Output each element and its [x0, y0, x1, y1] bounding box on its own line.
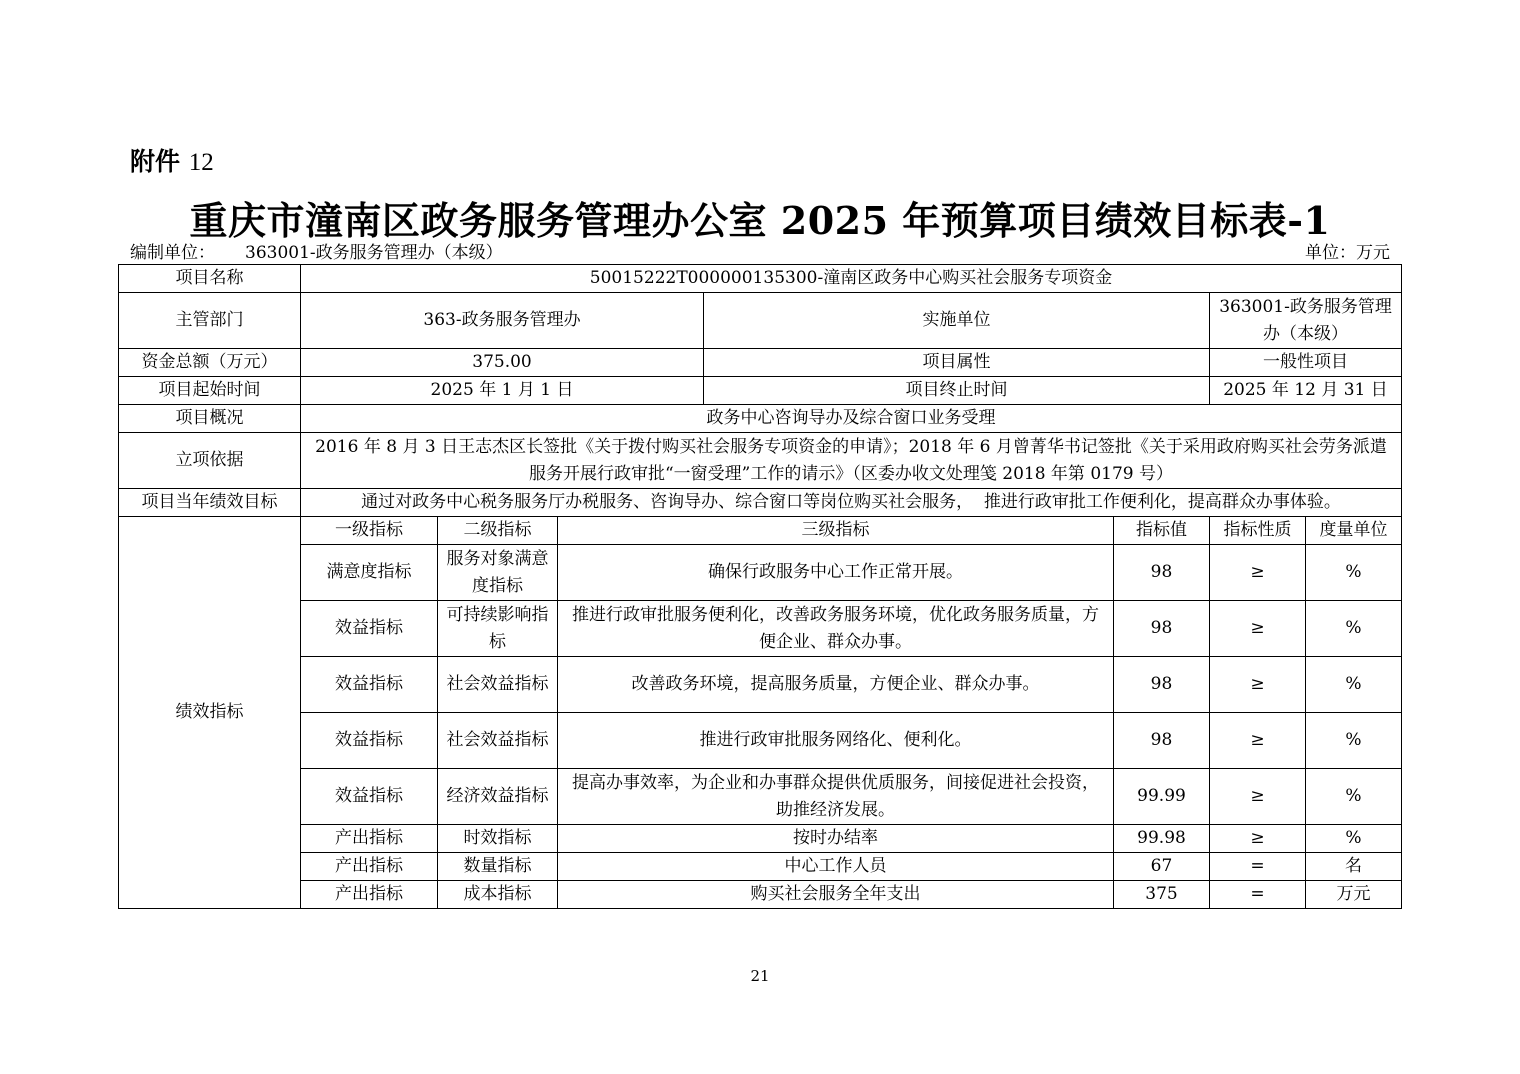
value-cell: 99.98 — [1114, 825, 1210, 853]
level1-cell: 效益指标 — [301, 713, 438, 769]
currency-unit: 单位：万元 — [1305, 243, 1390, 263]
table-row — [119, 713, 1402, 769]
attachment-label: 附件 12 — [130, 147, 214, 176]
header-nature: 指标性质 — [1210, 517, 1306, 545]
level1-cell: 效益指标 — [301, 601, 438, 657]
table-row — [119, 825, 1402, 853]
unit-cell: 名 — [1306, 853, 1402, 881]
value-cell: 98 — [1114, 713, 1210, 769]
table-row — [119, 881, 1402, 909]
overview-label: 项目概况 — [119, 405, 301, 433]
value-cell: 98 — [1114, 545, 1210, 601]
project-name-label: 项目名称 — [119, 265, 301, 293]
nature-cell: ≥ — [1210, 825, 1306, 853]
nature-cell: ≥ — [1210, 769, 1306, 825]
fund-label: 资金总额（万元） — [119, 349, 301, 377]
impl-value: 363001-政务服务管理办（本级） — [1210, 293, 1402, 349]
table-row — [119, 545, 1402, 601]
attr-label: 项目属性 — [704, 349, 1210, 377]
unit-cell: % — [1306, 825, 1402, 853]
level3-cell: 确保行政服务中心工作正常开展。 — [558, 545, 1114, 601]
level3-cell: 中心工作人员 — [558, 853, 1114, 881]
indicators-section-label: 绩效指标 — [119, 517, 301, 909]
header-level1: 一级指标 — [301, 517, 438, 545]
level1-cell: 效益指标 — [301, 769, 438, 825]
value-cell: 99.99 — [1114, 769, 1210, 825]
level1-cell: 产出指标 — [301, 825, 438, 853]
level2-cell: 时效指标 — [438, 825, 558, 853]
header-unit: 度量单位 — [1306, 517, 1402, 545]
level1-cell: 满意度指标 — [301, 545, 438, 601]
nature-cell: ≥ — [1210, 601, 1306, 657]
level2-cell: 经济效益指标 — [438, 769, 558, 825]
nature-cell: ≥ — [1210, 657, 1306, 713]
level1-cell: 产出指标 — [301, 881, 438, 909]
unit-cell: % — [1306, 713, 1402, 769]
level3-cell: 改善政务环境，提高服务质量，方便企业、群众办事。 — [558, 657, 1114, 713]
value-cell: 375 — [1114, 881, 1210, 909]
compiling-unit-label: 编制单位： — [130, 243, 215, 263]
basis-label: 立项依据 — [119, 433, 301, 489]
attachment-number: 12 — [188, 149, 214, 176]
level2-cell: 成本指标 — [438, 881, 558, 909]
unit-cell: % — [1306, 769, 1402, 825]
unit-cell: % — [1306, 545, 1402, 601]
table-row — [119, 657, 1402, 713]
performance-table — [118, 264, 1402, 909]
level3-cell: 按时办结率 — [558, 825, 1114, 853]
nature-cell: = — [1210, 881, 1306, 909]
project-name-value: 50015222T000000135300-潼南区政务中心购买社会服务专项资金 — [301, 265, 1402, 293]
level3-cell: 购买社会服务全年支出 — [558, 881, 1114, 909]
nature-cell: ≥ — [1210, 545, 1306, 601]
table-row — [119, 601, 1402, 657]
header-value: 指标值 — [1114, 517, 1210, 545]
level1-cell: 效益指标 — [301, 657, 438, 713]
header-level3: 三级指标 — [558, 517, 1114, 545]
attr-value: 一般性项目 — [1210, 349, 1402, 377]
level3-cell: 推进行政审批服务便利化，改善政务服务环境，优化政务服务质量，方便企业、群众办事。 — [558, 601, 1114, 657]
level2-cell: 社会效益指标 — [438, 657, 558, 713]
value-cell: 67 — [1114, 853, 1210, 881]
nature-cell: = — [1210, 853, 1306, 881]
unit-cell: 万元 — [1306, 881, 1402, 909]
level3-cell: 提高办事效率，为企业和办事群众提供优质服务，间接促进社会投资，助推经济发展。 — [558, 769, 1114, 825]
page-number: 21 — [750, 967, 770, 985]
header-level2: 二级指标 — [438, 517, 558, 545]
compiling-unit — [130, 238, 503, 263]
level2-cell: 社会效益指标 — [438, 713, 558, 769]
dept-value: 363-政务服务管理办 — [301, 293, 704, 349]
value-cell: 98 — [1114, 657, 1210, 713]
basis-value: 2016 年 8 月 3 日王志杰区长签批《关于拨付购买社会服务专项资金的申请》；2018 年 6 月曾菁华书记签批《关于采用政府购买社会劳务派遣服务开展行政审批“一窗受理”工作的请示》（区委办收文处理笺 2018 年第 0179 号） — [301, 433, 1402, 489]
impl-label: 实施单位 — [704, 293, 1210, 349]
level2-cell: 数量指标 — [438, 853, 558, 881]
level2-cell: 可持续影响指标 — [438, 601, 558, 657]
table-row — [119, 853, 1402, 881]
unit-cell: % — [1306, 657, 1402, 713]
table-row — [119, 769, 1402, 825]
goal-label: 项目当年绩效目标 — [119, 489, 301, 517]
start-value: 2025 年 1 月 1 日 — [301, 377, 704, 405]
compiling-unit-value: 363001-政务服务管理办（本级） — [245, 243, 503, 263]
level1-cell: 产出指标 — [301, 853, 438, 881]
unit-cell: % — [1306, 601, 1402, 657]
value-cell: 98 — [1114, 601, 1210, 657]
dept-label: 主管部门 — [119, 293, 301, 349]
level3-cell: 推进行政审批服务网络化、便利化。 — [558, 713, 1114, 769]
level2-cell: 服务对象满意度指标 — [438, 545, 558, 601]
overview-value: 政务中心咨询导办及综合窗口业务受理 — [301, 405, 1402, 433]
end-value: 2025 年 12 月 31 日 — [1210, 377, 1402, 405]
end-label: 项目终止时间 — [704, 377, 1210, 405]
page-title: 重庆市潼南区政务服务管理办公室 2025 年预算项目绩效目标表-1 — [189, 198, 1331, 243]
fund-value: 375.00 — [301, 349, 704, 377]
start-label: 项目起始时间 — [119, 377, 301, 405]
nature-cell: ≥ — [1210, 713, 1306, 769]
goal-value: 通过对政务中心税务服务厅办税服务、咨询导办、综合窗口等岗位购买社会服务， 推进行政审批工作便利化，提高群众办事体验。 — [301, 489, 1402, 517]
